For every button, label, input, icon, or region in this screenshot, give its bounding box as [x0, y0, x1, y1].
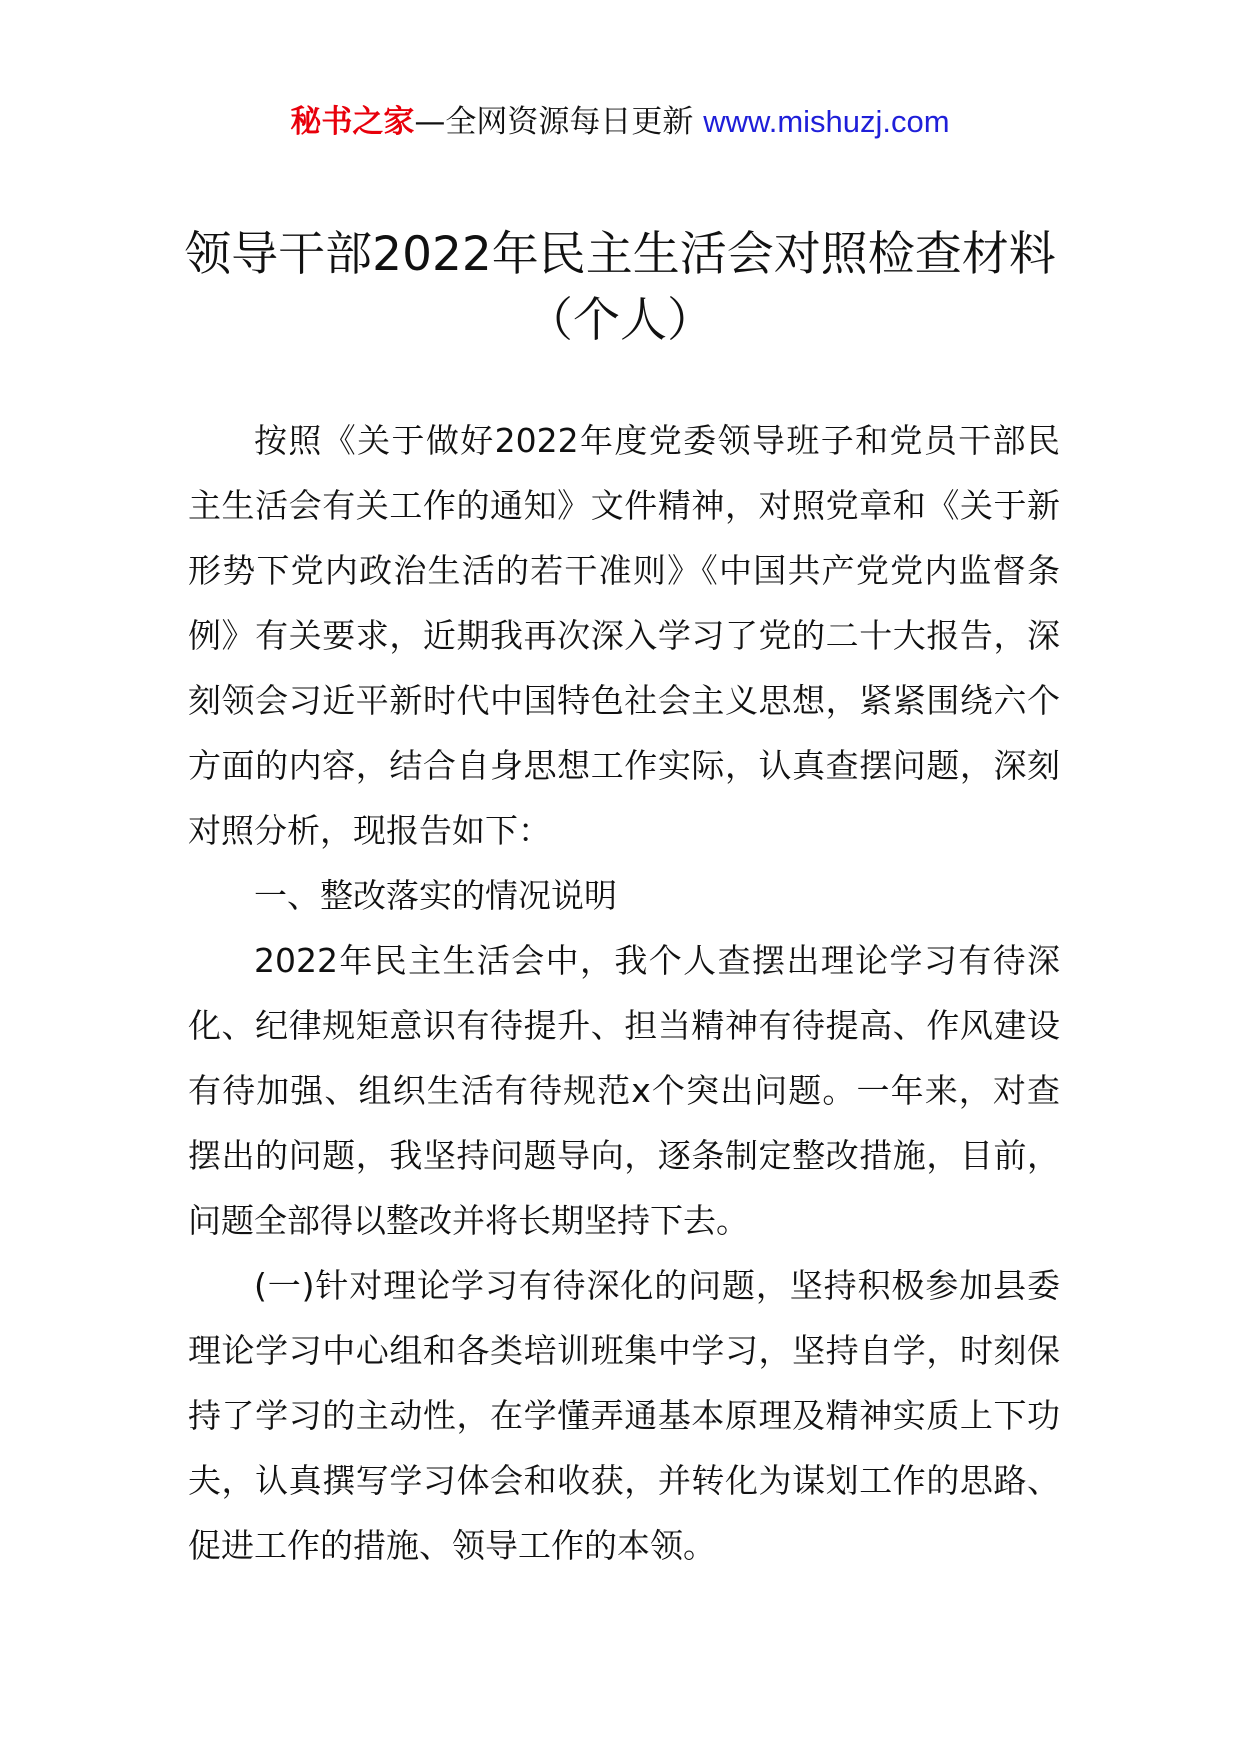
- site-url-link[interactable]: www.mishuzj.com: [703, 104, 950, 139]
- document-title: [150, 222, 1090, 354]
- site-brand: 秘书之家: [290, 104, 415, 140]
- body-paragraph: (一)针对理论学习有待深化的问题，坚持积极参加县委理论学习中心组和各类培训班集中学习，坚持自学，时刻保持了学习的主动性，在学懂弄通基本原理及精神实质上下功夫，认真撰写学习体会和收获，并转化为谋划工作的思路、促进工作的措施、领导工作的本领。: [188, 1266, 1060, 1565]
- site-tagline: —全网资源每日更新: [414, 104, 704, 140]
- section-heading: 一、整改落实的情况说明: [254, 876, 617, 915]
- document-body: [188, 408, 1060, 1578]
- title-line-main: 领导干部2022年民主生活会对照检查材料: [184, 227, 1056, 282]
- site-header: [0, 100, 1240, 144]
- intro-paragraph: 按照《关于做好2022年度党委领导班子和党员干部民主生活会有关工作的通知》文件精神，对照党章和《关于新形势下党内政治生活的若干准则》《中国共产党党内监督条例》有关要求，近期我再次深入学习了党的二十大报告，深刻领会习近平新时代中国特色社会主义思想，紧紧围绕六个方面的内容，结合自身思想工作实际，认真查摆问题，深刻对照分析，现报告如下：: [188, 421, 1060, 850]
- title-line-sub: （个人）: [526, 293, 714, 348]
- body-paragraph: 2022年民主生活会中，我个人查摆出理论学习有待深化、纪律规矩意识有待提升、担当精神有待提高、作风建设有待加强、组织生活有待规范x个突出问题。一年来，对查摆出的问题，我坚持问题导向，逐条制定整改措施，目前，问题全部得以整改并将长期坚持下去。: [188, 941, 1060, 1240]
